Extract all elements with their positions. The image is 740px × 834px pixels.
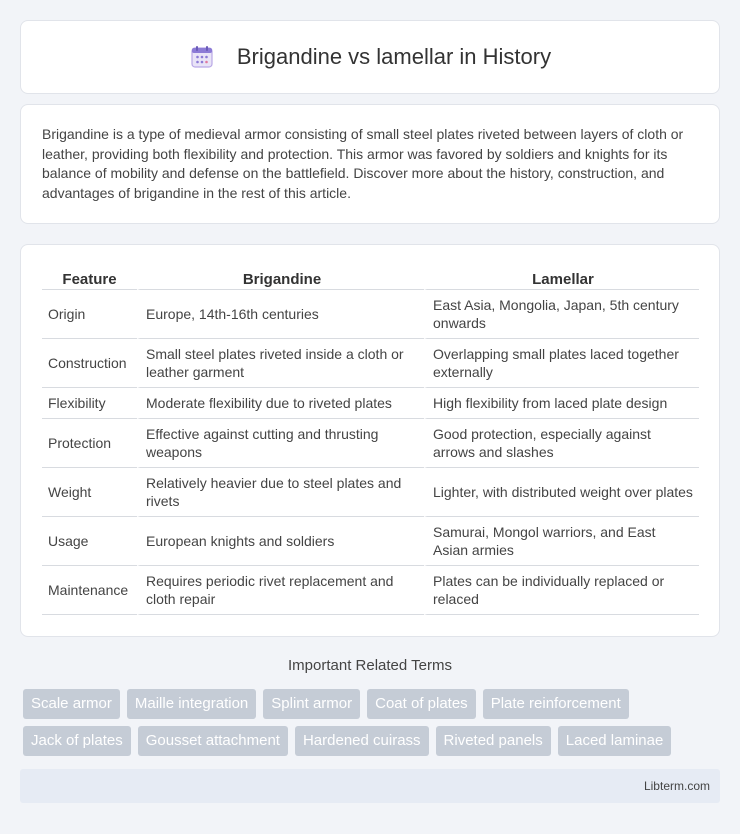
related-term-tag[interactable]: Gousset attachment (138, 726, 288, 756)
lamellar-cell: Plates can be individually replaced or relaced (424, 566, 699, 615)
related-terms-list (23, 689, 723, 756)
lamellar-cell: East Asia, Mongolia, Japan, 5th century onwards (424, 290, 699, 339)
column-header-lamellar: Lamellar (424, 265, 699, 290)
table-row (42, 517, 699, 566)
header-card (20, 20, 720, 94)
brigandine-cell: European knights and soldiers (137, 517, 424, 566)
lamellar-cell: Lighter, with distributed weight over plates (424, 468, 699, 517)
column-header-brigandine: Brigandine (137, 265, 424, 290)
calendar-icon (189, 44, 215, 70)
table-row (42, 290, 699, 339)
table-header-row (42, 265, 699, 290)
brigandine-cell: Requires periodic rivet replacement and cloth repair (137, 566, 424, 615)
related-term-tag[interactable]: Hardened cuirass (295, 726, 429, 756)
related-term-tag[interactable]: Laced laminae (558, 726, 672, 756)
related-term-tag[interactable]: Riveted panels (436, 726, 551, 756)
table-row (42, 419, 699, 468)
brigandine-cell: Europe, 14th-16th centuries (137, 290, 424, 339)
intro-text: Brigandine is a type of medieval armor consisting of small steel plates riveted between layers of cloth or leather, providing both flexibility and protection. This armor was favored by soldiers and knights for its balance of mobility and defense on the battlefield. Discover more about the history, construction, and advantages of brigandine in the rest of this article. (42, 126, 684, 201)
related-terms-title: Important Related Terms (288, 657, 452, 674)
comparison-table (42, 265, 699, 615)
related-term-tag[interactable]: Scale armor (23, 689, 120, 719)
related-term-tag[interactable]: Plate reinforcement (483, 689, 629, 719)
feature-cell: Protection (42, 419, 137, 468)
feature-cell: Flexibility (42, 388, 137, 419)
column-header-feature: Feature (42, 265, 137, 290)
footer (20, 769, 720, 803)
feature-cell: Origin (42, 290, 137, 339)
related-term-tag[interactable]: Maille integration (127, 689, 256, 719)
brigandine-cell: Small steel plates riveted inside a cloth or leather garment (137, 339, 424, 388)
lamellar-cell: Samurai, Mongol warriors, and East Asian armies (424, 517, 699, 566)
lamellar-cell: Overlapping small plates laced together externally (424, 339, 699, 388)
brigandine-cell: Effective against cutting and thrusting weapons (137, 419, 424, 468)
feature-cell: Maintenance (42, 566, 137, 615)
feature-cell: Weight (42, 468, 137, 517)
comparison-card (20, 244, 720, 637)
footer-site-link[interactable]: Libterm.com (643, 779, 710, 793)
table-row (42, 388, 699, 419)
table-row (42, 566, 699, 615)
related-term-tag[interactable]: Coat of plates (367, 689, 476, 719)
page-title: Brigandine vs lamellar in History (236, 44, 552, 69)
table-row (42, 339, 699, 388)
brigandine-cell: Relatively heavier due to steel plates and rivets (137, 468, 424, 517)
related-term-tag[interactable]: Splint armor (263, 689, 360, 719)
lamellar-cell: High flexibility from laced plate design (424, 388, 699, 419)
lamellar-cell: Good protection, especially against arrows and slashes (424, 419, 699, 468)
related-term-tag[interactable]: Jack of plates (23, 726, 131, 756)
feature-cell: Usage (42, 517, 137, 566)
table-row (42, 468, 699, 517)
brigandine-cell: Moderate flexibility due to riveted plates (137, 388, 424, 419)
feature-cell: Construction (42, 339, 137, 388)
intro-card (20, 104, 720, 224)
